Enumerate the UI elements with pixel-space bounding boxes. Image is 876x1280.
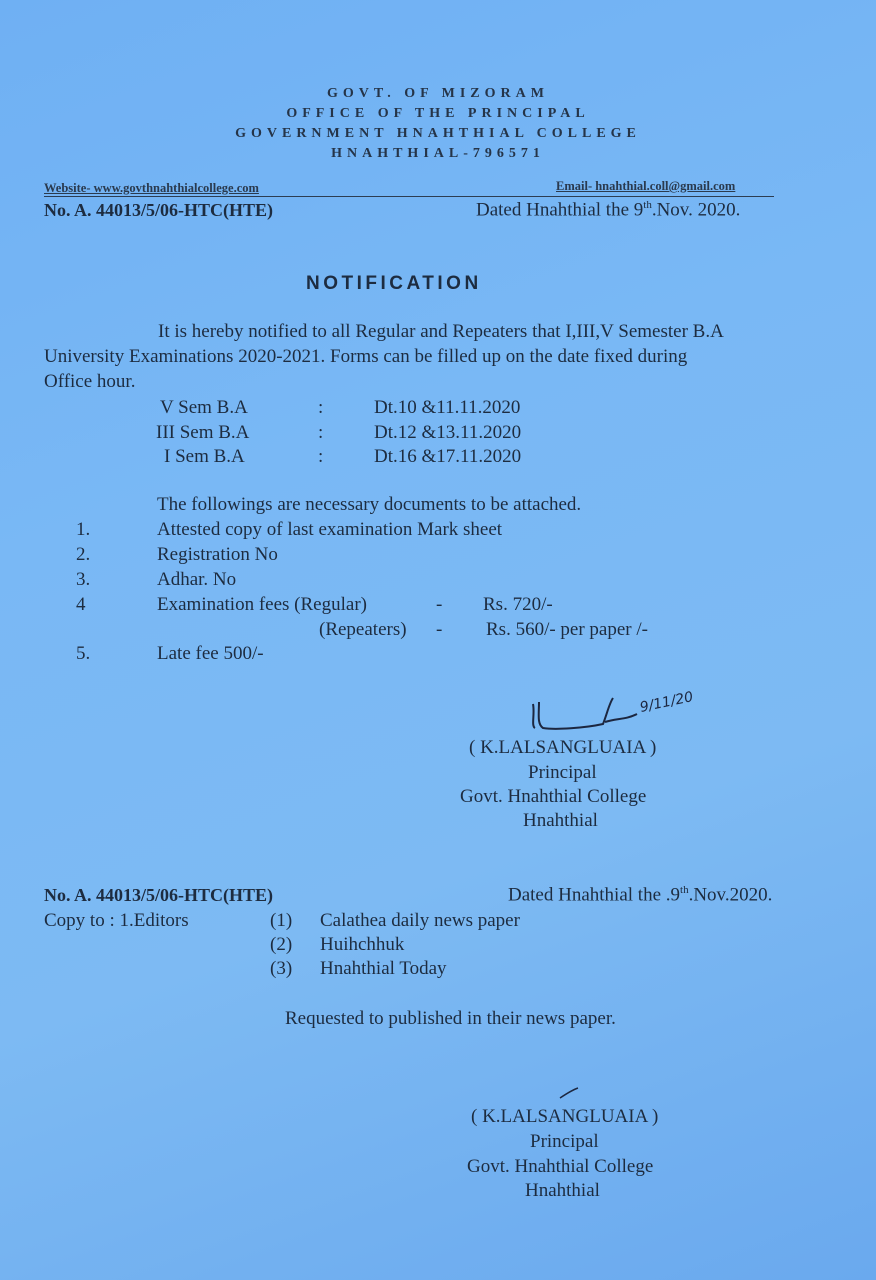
- signatory-title: Principal: [530, 1131, 599, 1152]
- list-item: Registration No: [157, 544, 278, 565]
- fee-dash: -: [436, 619, 443, 640]
- copy-reference-number: No. A. 44013/5/06-HTC(HTE): [44, 885, 274, 905]
- signature-date: 9/11/20: [638, 689, 695, 716]
- schedule-date: Dt.10 &11.11.2020: [374, 397, 521, 418]
- initial-mark: [558, 1086, 582, 1100]
- list-item-number: 2.: [76, 544, 91, 565]
- email-text: Email- hnahthial.coll@gmail.com: [556, 179, 736, 193]
- signatory-place: Hnahthial: [525, 1180, 600, 1201]
- recipient-number: (3): [270, 958, 293, 979]
- recipient-name: Huihchhuk: [320, 934, 405, 955]
- fee-dash: -: [436, 594, 443, 615]
- schedule-sem: I Sem B.A: [164, 446, 245, 467]
- schedule-sem: III Sem B.A: [156, 422, 250, 443]
- header-rule: [44, 196, 774, 197]
- document-title: NOTIFICATION: [306, 273, 482, 294]
- publication-request: Requested to published in their news paper.: [285, 1008, 616, 1029]
- signatory-title: Principal: [528, 762, 597, 783]
- schedule-date: Dt.12 &13.11.2020: [374, 422, 522, 443]
- reference-number: No. A. 44013/5/06-HTC(HTE): [44, 200, 274, 220]
- recipient-name: Hnahthial Today: [320, 958, 447, 979]
- signatory-college: Govt. Hnahthial College: [467, 1156, 654, 1177]
- schedule-sem: V Sem B.A: [160, 397, 248, 418]
- copy-reference-date: Dated Hnahthial the .9th.Nov.2020.: [508, 884, 773, 906]
- recipient-number: (1): [270, 910, 293, 931]
- schedule-colon: :: [318, 422, 324, 443]
- recipient-number: (2): [270, 934, 293, 955]
- list-item: Adhar. No: [157, 569, 237, 590]
- fee-repeaters-amount: Rs. 560/- per paper /-: [486, 619, 648, 640]
- intro-line-3: Office hour.: [44, 371, 136, 392]
- recipient-name: Calathea daily news paper: [320, 910, 520, 931]
- signatory-place: Hnahthial: [523, 810, 598, 831]
- list-item-number: 3.: [76, 569, 91, 590]
- letterhead-address: HNAHTHIAL-796571: [331, 146, 545, 161]
- letterhead-govt: GOVT. OF MIZORAM: [327, 86, 549, 101]
- documents-heading: The followings are necessary documents to be attached.: [157, 494, 582, 515]
- list-item-number: 5.: [76, 643, 91, 664]
- copy-to-label: Copy to : 1.Editors: [44, 910, 189, 931]
- fee-regular-amount: Rs. 720/-: [483, 594, 553, 615]
- principal-signature: [525, 684, 725, 734]
- schedule-date: Dt.16 &17.11.2020: [374, 446, 522, 467]
- schedule-colon: :: [318, 397, 324, 418]
- reference-date: Dated Hnahthial the 9th.Nov. 2020.: [476, 199, 741, 221]
- signatory-name: ( K.LALSANGLUAIA ): [471, 1106, 659, 1127]
- list-item-number: 4: [76, 594, 86, 615]
- intro-line-1: It is hereby notified to all Regular and Repeaters that I,III,V Semester B.A: [158, 321, 724, 342]
- letterhead-college: GOVERNMENT HNAHTHIAL COLLEGE: [235, 126, 641, 141]
- list-item: Attested copy of last examination Mark sheet: [157, 519, 503, 540]
- website-text: Website- www.govthnahthialcollege.com: [44, 181, 259, 195]
- list-item: Examination fees (Regular): [157, 594, 367, 615]
- list-item-number: 1.: [76, 519, 91, 540]
- signatory-college: Govt. Hnahthial College: [460, 786, 647, 807]
- intro-line-2: University Examinations 2020-2021. Forms can be filled up on the date fixed during: [44, 346, 688, 367]
- signatory-name: ( K.LALSANGLUAIA ): [469, 737, 657, 758]
- late-fee: Late fee 500/-: [157, 643, 264, 664]
- schedule-colon: :: [318, 446, 324, 467]
- letterhead-office: OFFICE OF THE PRINCIPAL: [286, 106, 590, 121]
- fee-repeaters-label: (Repeaters): [319, 619, 407, 640]
